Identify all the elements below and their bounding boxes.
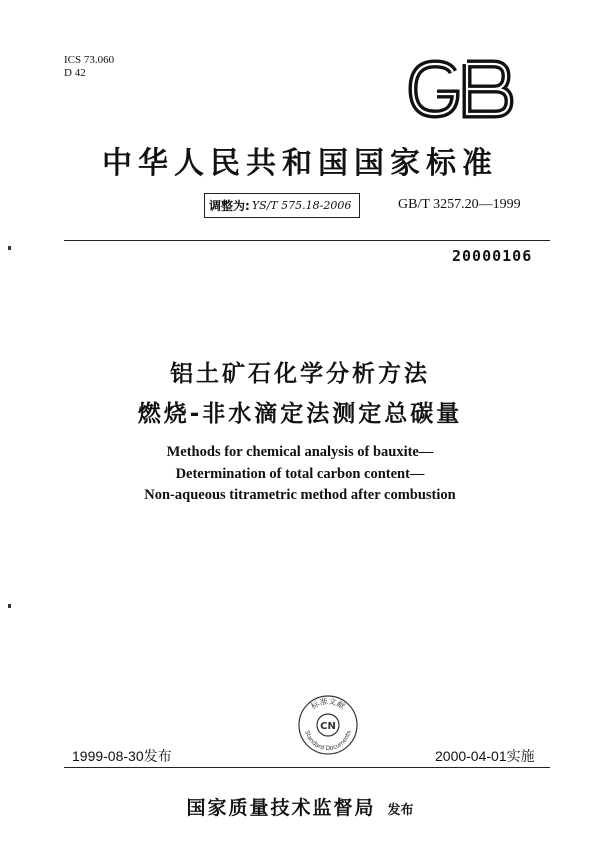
- seal-top-text: 标准文献: [309, 696, 347, 712]
- ccs-code: D 42: [64, 67, 86, 79]
- seal-center-text: CN: [320, 721, 336, 732]
- classification-codes: [64, 54, 114, 80]
- seal-bottom-text: Standard Documents: [303, 729, 353, 753]
- title-cn-line1: 铝土矿石化学分析方法: [170, 361, 430, 387]
- implementation-date: 2000-04-01实施: [435, 748, 535, 764]
- publish-action: 发布: [387, 803, 414, 818]
- issue-date: 1999-08-30发布: [72, 748, 172, 764]
- adjustment-stamp: [204, 193, 360, 218]
- scan-mark: [8, 246, 11, 250]
- adjustment-label: 调整为:: [209, 199, 250, 213]
- ics-code: ICS 73.060: [64, 54, 115, 66]
- title-en-line2: Determination of total carbon content—: [175, 466, 425, 482]
- publisher-name: 国家质量技术监督局: [186, 797, 376, 819]
- standard-number: GB/T 3257.20—1999: [398, 197, 521, 212]
- title-cn-line2: 燃烧-非水滴定法测定总碳量: [137, 401, 463, 427]
- national-standard-title: 中华人民共和国国家标准: [102, 146, 498, 181]
- header-divider: [64, 240, 550, 241]
- publisher-line: [0, 793, 600, 820]
- title-en-line1: Methods for chemical analysis of bauxite—: [166, 444, 434, 460]
- title-en-line3: Non-aqueous titrametric method after combustion: [144, 487, 456, 503]
- document-id: 20000106: [452, 247, 533, 265]
- standard-documents-seal: [297, 694, 359, 756]
- footer-divider: [64, 767, 550, 768]
- scan-mark: [8, 604, 11, 608]
- gb-logo: [405, 58, 517, 120]
- svg-text:标准文献: [309, 696, 347, 711]
- adjustment-handwritten-value: YS/T 575.18-2006: [251, 199, 352, 212]
